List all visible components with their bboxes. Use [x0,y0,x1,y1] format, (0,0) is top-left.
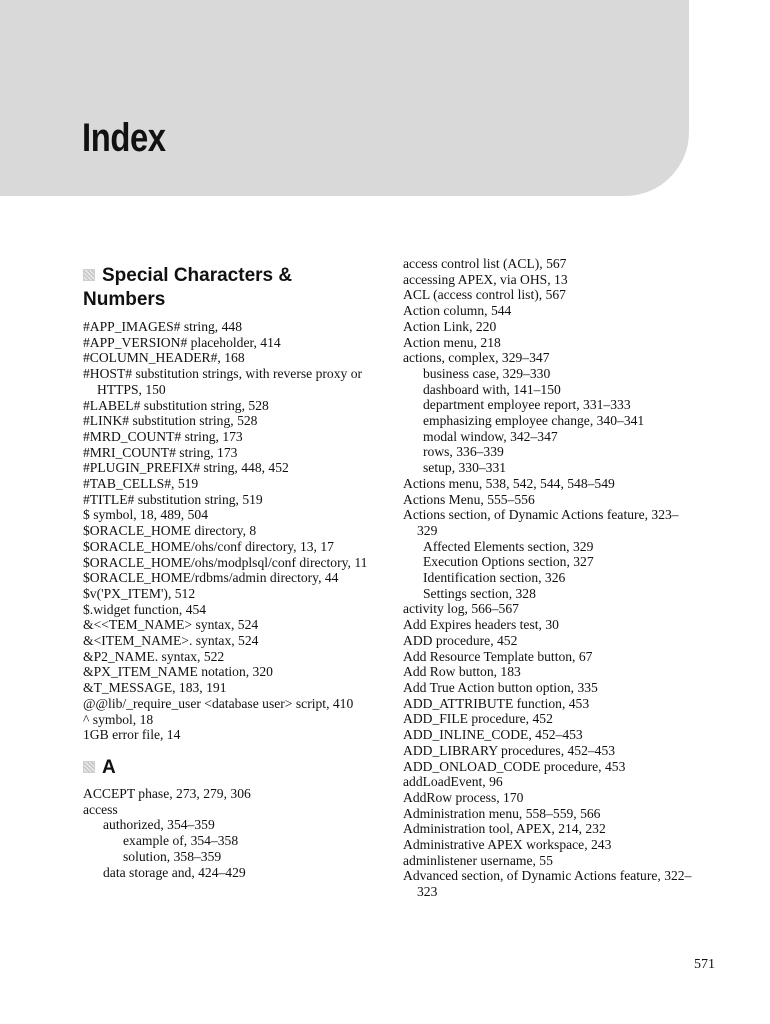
section-heading-label: A [102,756,116,778]
index-subentry: rows, 336–339 [423,444,504,460]
index-entry: Advanced section, of Dynamic Actions feature, 322–323 [403,868,692,900]
index-subentry: data storage and, 424–429 [103,864,246,880]
index-entry: ADD_ONLOAD_CODE procedure, 453 [403,758,626,774]
index-entry: Action Link, 220 [403,318,497,334]
index-entry: Add Row button, 183 [403,664,521,680]
index-entry: activity log, 566–567 [403,601,519,617]
index-column-left [83,264,373,880]
index-entry: addLoadEvent, 96 [403,774,503,790]
index-entry: Actions Menu, 555–556 [403,491,535,507]
index-entry: accessing APEX, via OHS, 13 [403,271,568,287]
index-entry: ADD_INLINE_CODE, 452–453 [403,727,583,743]
index-subentry: Settings section, 328 [423,585,536,601]
index-entry: #LABEL# substitution string, 528 [83,397,269,413]
index-entry: Action column, 544 [403,303,512,319]
index-entry: Add True Action button option, 335 [403,679,598,695]
index-entry: adminlistener username, 55 [403,852,553,868]
index-entry: ADD_LIBRARY procedures, 452–453 [403,742,616,758]
index-entry: #APP_VERSION# placeholder, 414 [83,334,281,350]
header-band [0,0,689,196]
index-entry: $ORACLE_HOME directory, 8 [83,523,257,539]
index-entry: Administrative APEX workspace, 243 [403,837,612,853]
index-column-right [403,256,693,900]
index-entry: access [83,801,118,817]
index-entry: &<<TEM_NAME> syntax, 524 [83,617,259,633]
index-entry: ACCEPT phase, 273, 279, 306 [83,785,251,801]
index-subentry: Execution Options section, 327 [423,554,594,570]
index-subentry: authorized, 354–359 [103,817,215,833]
index-entry: @@lib/_require_user <database user> script, 410 [83,695,354,711]
page-number: 571 [694,957,715,972]
index-entry: $ symbol, 18, 489, 504 [83,507,208,523]
index-entry: $ORACLE_HOME/ohs/modplsql/conf directory, 11 [83,554,368,570]
section-heading-label: Special Characters & Numbers [83,265,293,310]
index-entry: &PX_ITEM_NAME notation, 320 [83,664,273,680]
index-subentry: setup, 330–331 [423,460,507,476]
index-subentry: dashboard with, 141–150 [423,381,561,397]
index-entry: Administration tool, APEX, 214, 232 [403,821,606,837]
index-entry: #MRI_COUNT# string, 173 [83,444,238,460]
index-entry: #MRD_COUNT# string, 173 [83,428,243,444]
index-entry: ADD_FILE procedure, 452 [403,711,553,727]
index-entry: #COLUMN_HEADER#, 168 [83,350,245,366]
page-title: Index [82,116,166,160]
index-entry: &T_MESSAGE, 183, 191 [83,680,227,696]
index-entry: #TAB_CELLS#, 519 [83,476,199,492]
index-subentry: modal window, 342–347 [423,428,558,444]
index-subentry: business case, 329–330 [423,365,551,381]
index-entry: &P2_NAME. syntax, 522 [83,648,225,664]
section-heading-a [83,756,373,780]
index-entry: Actions section, of Dynamic Actions feature, 323–329 [403,507,679,538]
square-bullet-icon [83,761,95,773]
index-entry: Actions menu, 538, 542, 544, 548–549 [403,475,615,491]
index-entry: 1GB error file, 14 [83,727,181,743]
index-entry: #PLUGIN_PREFIX# string, 448, 452 [83,460,289,476]
index-subsubentry: example of, 354–358 [123,833,239,849]
index-entry: access control list (ACL), 567 [403,256,567,271]
index-subentry: Affected Elements section, 329 [423,538,594,554]
index-entry: $.widget function, 454 [83,601,207,617]
index-entry: AddRow process, 170 [403,789,524,805]
index-subentry: emphasizing employee change, 340–341 [423,413,645,429]
index-subentry: department employee report, 331–333 [423,397,631,413]
index-entry: ^ symbol, 18 [83,711,154,727]
square-bullet-icon [83,269,95,281]
index-entry: ADD procedure, 452 [403,632,518,648]
index-entry: Action menu, 218 [403,334,501,350]
index-entry: #HOST# substitution strings, with reverse proxy or HTTPS, 150 [83,366,363,397]
index-subsubentry: solution, 358–359 [123,848,222,864]
index-entry: Add Resource Template button, 67 [403,648,593,664]
index-entry: $v('PX_ITEM'), 512 [83,585,196,601]
index-entry: Administration menu, 558–559, 566 [403,805,601,821]
index-entry: &<ITEM_NAME>. syntax, 524 [83,633,259,649]
index-subentry: Identification section, 326 [423,570,566,586]
index-entry: #APP_IMAGES# string, 448 [83,319,242,334]
index-entry: actions, complex, 329–347 [403,350,550,366]
index-entry: Add Expires headers test, 30 [403,617,559,633]
index-entry: $ORACLE_HOME/ohs/conf directory, 13, 17 [83,538,334,554]
index-entry: ADD_ATTRIBUTE function, 453 [403,695,590,711]
index-entry: ACL (access control list), 567 [403,287,566,303]
section-heading-special-characters [83,264,373,312]
index-entry: #LINK# substitution string, 528 [83,413,258,429]
index-entry: $ORACLE_HOME/rdbms/admin directory, 44 [83,570,339,586]
index-entry: #TITLE# substitution string, 519 [83,491,263,507]
